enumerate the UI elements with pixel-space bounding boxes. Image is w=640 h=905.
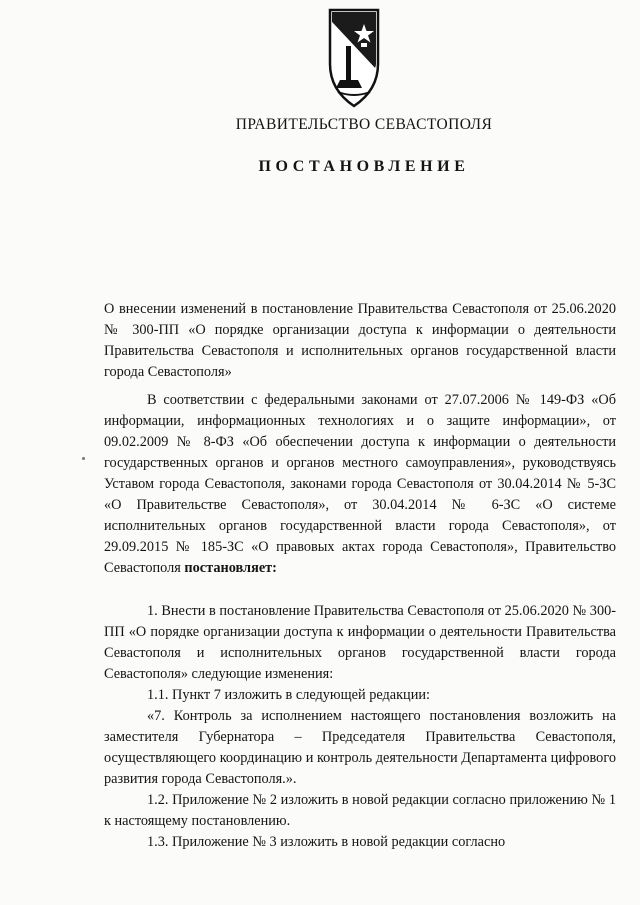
item-1-3: 1.3. Приложение № 3 изложить в новой редакции согласно [147,834,506,850]
document-type-title: ПОСТАНОВЛЕНИЕ [258,158,470,175]
item-1: 1. Внести в постановление Правительства Севастополя от 25.06.2020 № 300-ПП «О порядке организации доступа к информации о деятельности Правительства Севастополя и исполнительных органов государственной власти города Севастополя» следующие изменения: [104,603,616,682]
item-1-2: 1.2. Приложение № 2 изложить в новой редакции согласно приложению № 1 к настоящему постановлению. [104,792,616,829]
item-1-1-text: «7. Контроль за исполнением настоящего постановления возложить на заместителя Губернатора – Председателя Правительства Севастополя, осуществляющего координацию и контроль деятельности Департамента цифрового развития города Севастополя.». [104,708,616,787]
sevastopol-coat-of-arms-icon [324,6,384,112]
organization-title: ПРАВИТЕЛЬСТВО СЕВАСТОПОЛЯ [235,116,493,133]
resolves-word: постановляет: [184,560,277,576]
document-subject: О внесении изменений в постановление Правительства Севастополя от 25.06.2020 № 300-ПП «О порядке организации доступа к информации о деятельности Правительства Севастополя и исполнительных органов государственной власти города Севастополя» [104,301,616,380]
document-body [104,390,616,853]
preamble-paragraph [104,390,616,579]
preamble-text: В соответствии с федеральными законами от 27.07.2006 № 149-ФЗ «Об информации, информационных технологиях и о защите информации», от 09.02.2009 № 8-ФЗ «Об обеспечении доступа к информации о деятельности государственных органов и органов местного самоуправления», руководствуясь Уставом города Севастополя, законами города Севастополя от 30.04.2014 № 5-ЗС «О Правительстве Севастополя», от 30.04.2014 № 6-ЗС «О системе исполнительных органов государственной власти города Севастополя», от 29.09.2015 № 185-ЗС «О правовых актах города Севастополя», Правительство Севастополя [104,392,616,576]
item-1-1: 1.1. Пункт 7 изложить в следующей редакции: [147,687,430,703]
scan-speck [82,457,85,460]
